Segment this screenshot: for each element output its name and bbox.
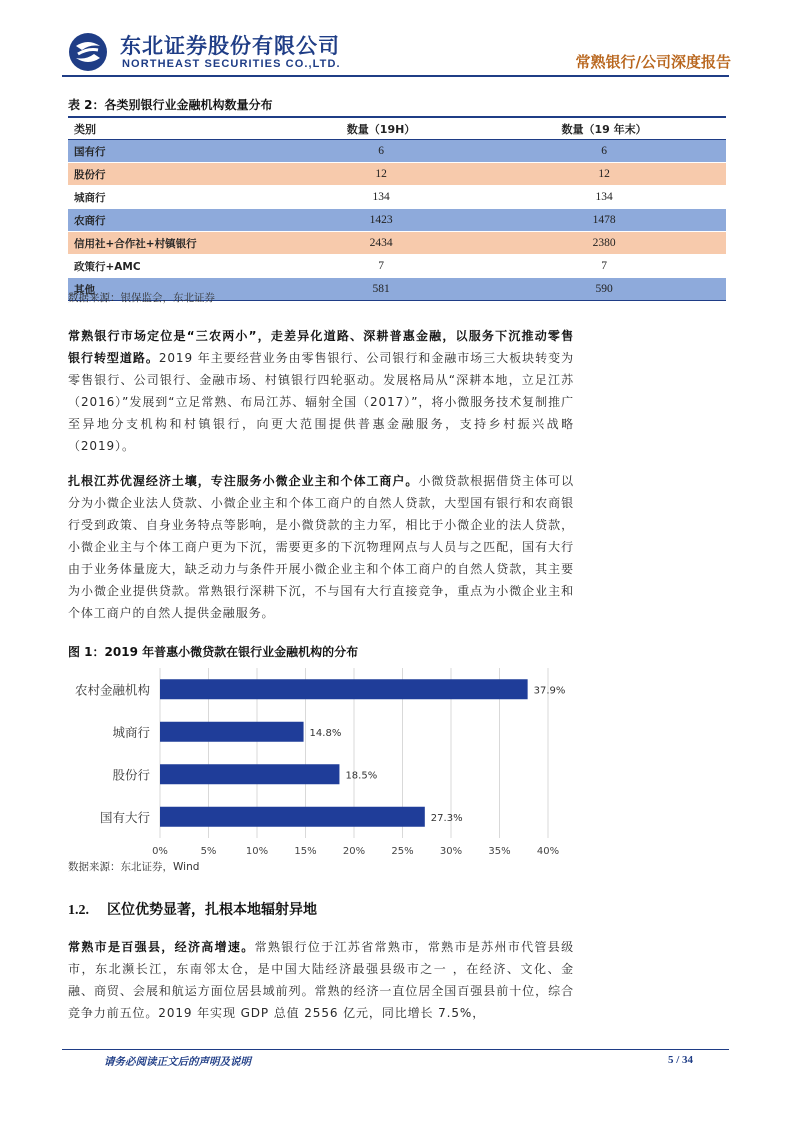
header-divider [62, 75, 729, 77]
bar-3 [160, 807, 425, 827]
paragraph-market-positioning [68, 325, 574, 457]
column-header-19h: 数量（19H） [280, 117, 482, 140]
x-tick-label: 30% [439, 846, 463, 857]
paragraph-body: 常熟银行位于江苏省常熟市，常熟市是苏州市代管县级市，东北濒长江，东南邻太仓，是中国大陆经济最强县级市之一 ，在经济、文化、金融、商贸、会展和航运方面位居县域前列。常熟的经济一直位居全国百强县前十位，综合竞争力前五位。2019 年实现 GDP 总值 2556 亿元，同比增长 7.5%， [68, 940, 574, 1020]
row-value-19ye: 6 [482, 140, 726, 163]
figure-source: 数据来源：东北证券，Wind [68, 861, 200, 873]
inclusive-loan-bar-chart [68, 662, 568, 858]
institution-count-table [68, 116, 726, 301]
row-value-19ye: 12 [482, 163, 726, 186]
x-tick-label: 25% [391, 846, 414, 857]
section-title: 区位优势显著，扎根本地辐射异地 [107, 902, 317, 918]
table-row [68, 209, 726, 232]
row-value-19ye: 134 [482, 186, 726, 209]
table-row [68, 186, 726, 209]
x-tick-label: 10% [245, 846, 269, 857]
row-value-19ye: 590 [482, 278, 726, 301]
row-value-19h: 1423 [280, 209, 482, 232]
paragraph-body: 2019 年主要经营业务由零售银行、公司银行和金融市场三大板块转变为零售银行、公司银行、金融市场、村镇银行四轮驱动。发展格局从“深耕本地，立足江苏（2016）”发展到“立足常熟、布局江苏、辐射全国（2017）”，将小微服务技术复制推广至异地分支机构和村镇银行，向更大范围提供普惠金融服务，支持乡村振兴战略（2019）。 [68, 351, 574, 453]
row-category: 政策行+AMC [68, 255, 280, 278]
bar-2 [160, 764, 339, 784]
row-value-19ye: 1478 [482, 209, 726, 232]
company-name-cn: 东北证券股份有限公司 [120, 34, 340, 58]
table-header-row [68, 117, 726, 140]
row-category: 城商行 [68, 186, 280, 209]
paragraph-lead: 扎根江苏优渥经济土壤，专注服务小微企业主和个体工商户。 [68, 474, 419, 488]
section-heading [68, 899, 317, 919]
table-row [68, 255, 726, 278]
section-number: 1.2. [68, 903, 89, 918]
category-label: 国有大行 [99, 809, 150, 825]
table-row [68, 140, 726, 163]
data-label: 14.8% [309, 727, 342, 739]
row-value-19h: 7 [280, 255, 482, 278]
figure-caption: 图 1：2019 年普惠小微贷款在银行业金融机构的分布 [68, 645, 359, 659]
row-category: 国有行 [68, 140, 280, 163]
data-label: 18.5% [345, 770, 378, 782]
x-tick-label: 40% [536, 846, 560, 857]
footer-disclaimer: 请务必阅读正文后的声明及说明 [104, 1056, 251, 1068]
footer-divider [62, 1049, 729, 1050]
table-caption: 表 2：各类别银行业金融机构数量分布 [68, 98, 273, 112]
paragraph-small-business [68, 470, 574, 624]
paragraph-changshu-economy [68, 936, 574, 1024]
paragraph-body: 小微贷款根据借贷主体可以分为小微企业法人贷款、小微企业主和个体工商户的自然人贷款，大型国有银行和农商银行受到政策、自身业务特点等影响，是小微贷款的主力军，相比于小微企业的法人贷款，小微企业主与个体工商户更为下沉，需要更多的下沉物理网点与人员与之匹配，国有大行由于业务体量庞大，缺乏动力与条件开展小微企业主和个体工商户的自然人贷款，其主要为小微企业提供贷款。常熟银行深耕下沉，不与国有大行直接竞争，重点为小微企业主和个体工商户的自然人提供金融服务。 [68, 474, 574, 620]
row-category: 其他 [68, 278, 280, 301]
category-label: 股份行 [112, 767, 150, 783]
row-value-19h: 12 [280, 163, 482, 186]
table-row [68, 163, 726, 186]
x-tick-label: 5% [200, 846, 217, 857]
table-source: 数据来源：银保监会，东北证券 [68, 292, 215, 304]
row-category: 信用社+合作社+村镇银行 [68, 232, 280, 255]
category-label: 农村金融机构 [74, 682, 150, 698]
row-value-19h: 6 [280, 140, 482, 163]
x-tick-label: 35% [488, 846, 511, 857]
row-value-19h: 2434 [280, 232, 482, 255]
row-category: 股份行 [68, 163, 280, 186]
company-name-en: NORTHEAST SECURITIES CO.,LTD. [122, 58, 341, 70]
row-category: 农商行 [68, 209, 280, 232]
x-tick-label: 20% [342, 846, 366, 857]
chart-bars [160, 679, 528, 827]
column-header-category: 类别 [68, 117, 280, 140]
x-tick-label: 15% [294, 846, 317, 857]
row-value-19h: 134 [280, 186, 482, 209]
page-number: 5 / 34 [667, 1054, 693, 1066]
data-label: 27.3% [430, 812, 463, 824]
bar-1 [160, 722, 304, 742]
row-value-19h: 581 [280, 278, 482, 301]
table-row [68, 232, 726, 255]
x-tick-label: 0% [152, 846, 168, 857]
data-label: 37.9% [533, 685, 566, 697]
report-title: 常熟银行/公司深度报告 [575, 53, 731, 71]
paragraph-lead: 常熟市是百强县，经济高增速。 [68, 940, 255, 954]
row-value-19ye: 7 [482, 255, 726, 278]
page-header [0, 0, 793, 80]
category-label: 城商行 [112, 724, 150, 740]
paragraph-lead: 常熟银行市场定位是“三农两小”，走差异化道路、深耕普惠金融，以服务下沉推动零售银行转型道路。 [68, 329, 574, 365]
column-header-19ye: 数量（19 年末） [482, 117, 726, 140]
company-logo-icon [68, 32, 108, 72]
bar-0 [160, 679, 528, 699]
row-value-19ye: 2380 [482, 232, 726, 255]
